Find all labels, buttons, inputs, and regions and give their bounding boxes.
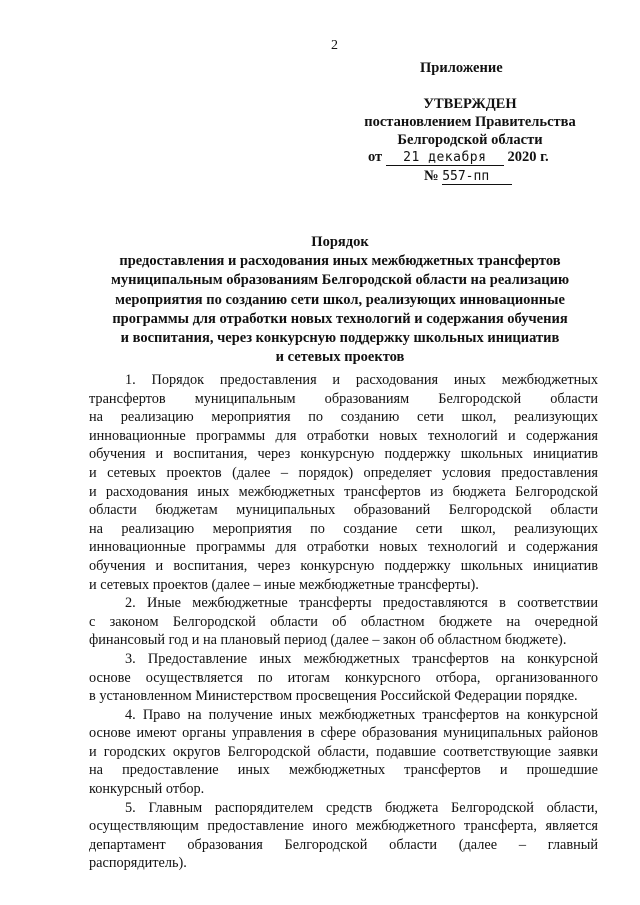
- paragraph-line: на реализацию мероприятия по созданию сети школ, реализующих: [89, 409, 598, 426]
- approved-line-1: постановлением Правительства: [364, 114, 576, 130]
- title-line: программы для отработки новых технологий и содержания обучения: [112, 310, 568, 327]
- paragraph-line: 5. Главным распорядителем средств бюджета Белгородской области,: [125, 799, 598, 816]
- title-line: муниципальным образованиям Белгородской области на реализацию: [110, 272, 570, 289]
- number-prefix: №: [424, 168, 439, 184]
- handwritten-number: 557-пп: [442, 169, 512, 185]
- document-title: [60, 233, 620, 367]
- paragraph-line: 1. Порядок предоставления и расходования иных межбюджетных: [125, 372, 598, 388]
- date-suffix: 2020 г.: [507, 149, 549, 165]
- paragraph-line: обучения и воспитания, через конкурсную поддержку школьных инициатив: [89, 446, 598, 463]
- paragraph-1: [89, 371, 598, 594]
- paragraph-line: конкурсный отбор.: [89, 781, 205, 798]
- paragraph-line: финансовый год и на плановый период (далее – закон об областном бюджете).: [89, 632, 567, 649]
- approved-heading: УТВЕРЖДЕН: [423, 96, 517, 112]
- paragraph-line: основе имеют органы управления в сфере образования муниципальных районов: [89, 725, 598, 742]
- title-heading: Порядок: [311, 234, 369, 250]
- paragraph-line: трансфертов муниципальным образованиям Белгородской области: [89, 390, 598, 407]
- paragraph-line: с законом Белгородской области об областном бюджете на очередной: [89, 613, 598, 630]
- paragraph-5: [89, 799, 598, 873]
- approval-stamp-block: [340, 95, 600, 149]
- page-number: 2: [331, 38, 338, 53]
- paragraph-line: на предоставление иных межбюджетных трансфертов и прошедшие: [89, 762, 598, 779]
- title-line: и сетевых проектов: [275, 349, 405, 366]
- appendix-label: Приложение: [420, 60, 503, 76]
- approval-date-line: [368, 149, 549, 166]
- paragraph-line: и сетевых проектов (далее – порядок) определяет условия предоставления: [89, 464, 598, 481]
- paragraph-line: инновационные программы для отработки новых технологий и содержания: [89, 427, 598, 444]
- paragraph-line: и расходования иных межбюджетных трансфертов из бюджета Белгородской: [89, 483, 598, 500]
- paragraph-4: [89, 706, 598, 799]
- title-line: предоставления и расходования иных межбюджетных трансфертов: [119, 253, 561, 270]
- paragraph-line: инновационные программы для отработки новых технологий и содержания: [89, 539, 598, 556]
- approved-line-2: Белгородской области: [397, 132, 543, 148]
- paragraph-line: распорядитель).: [89, 855, 187, 872]
- approval-number-line: [424, 168, 512, 185]
- date-prefix: от: [368, 149, 383, 165]
- handwritten-date: 21 декабря: [386, 150, 504, 166]
- title-line: и воспитания, через конкурсную поддержку школьных инициатив: [120, 330, 560, 347]
- paragraph-line: департамент образования Белгородской области (далее – главный: [89, 836, 598, 853]
- paragraph-line: обучения и воспитания, через конкурсную поддержку школьных инициатив: [89, 557, 598, 574]
- document-body: [89, 371, 598, 873]
- paragraph-line: области бюджетам муниципальных образований Белгородской области: [89, 502, 598, 519]
- paragraph-line: основе осуществляется по итогам конкурсного отбора, организованного: [89, 669, 598, 686]
- title-line: мероприятия по созданию сети школ, реализующих инновационные: [115, 291, 565, 308]
- paragraph-line: 4. Право на получение иных межбюджетных трансфертов на конкурсной: [125, 706, 598, 723]
- paragraph-2: [89, 594, 598, 650]
- paragraph-line: в установленном Министерством просвещения Российской Федерации порядке.: [89, 688, 578, 705]
- paragraph-line: осуществляющим предоставление иного межбюджетного трансферта, является: [89, 818, 598, 835]
- paragraph-line: 3. Предоставление иных межбюджетных трансфертов на конкурсной: [125, 650, 598, 667]
- paragraph-line: на реализацию мероприятия по создание сети школ, реализующих: [89, 520, 598, 537]
- paragraph-line: 2. Иные межбюджетные трансферты предоставляются в соответствии: [125, 595, 598, 612]
- paragraph-line: и городских округов Белгородской области, подавшие соответствующие заявки: [89, 743, 598, 760]
- paragraph-3: [89, 650, 598, 706]
- paragraph-line: и сетевых проектов (далее – иные межбюджетные трансферты).: [89, 576, 479, 593]
